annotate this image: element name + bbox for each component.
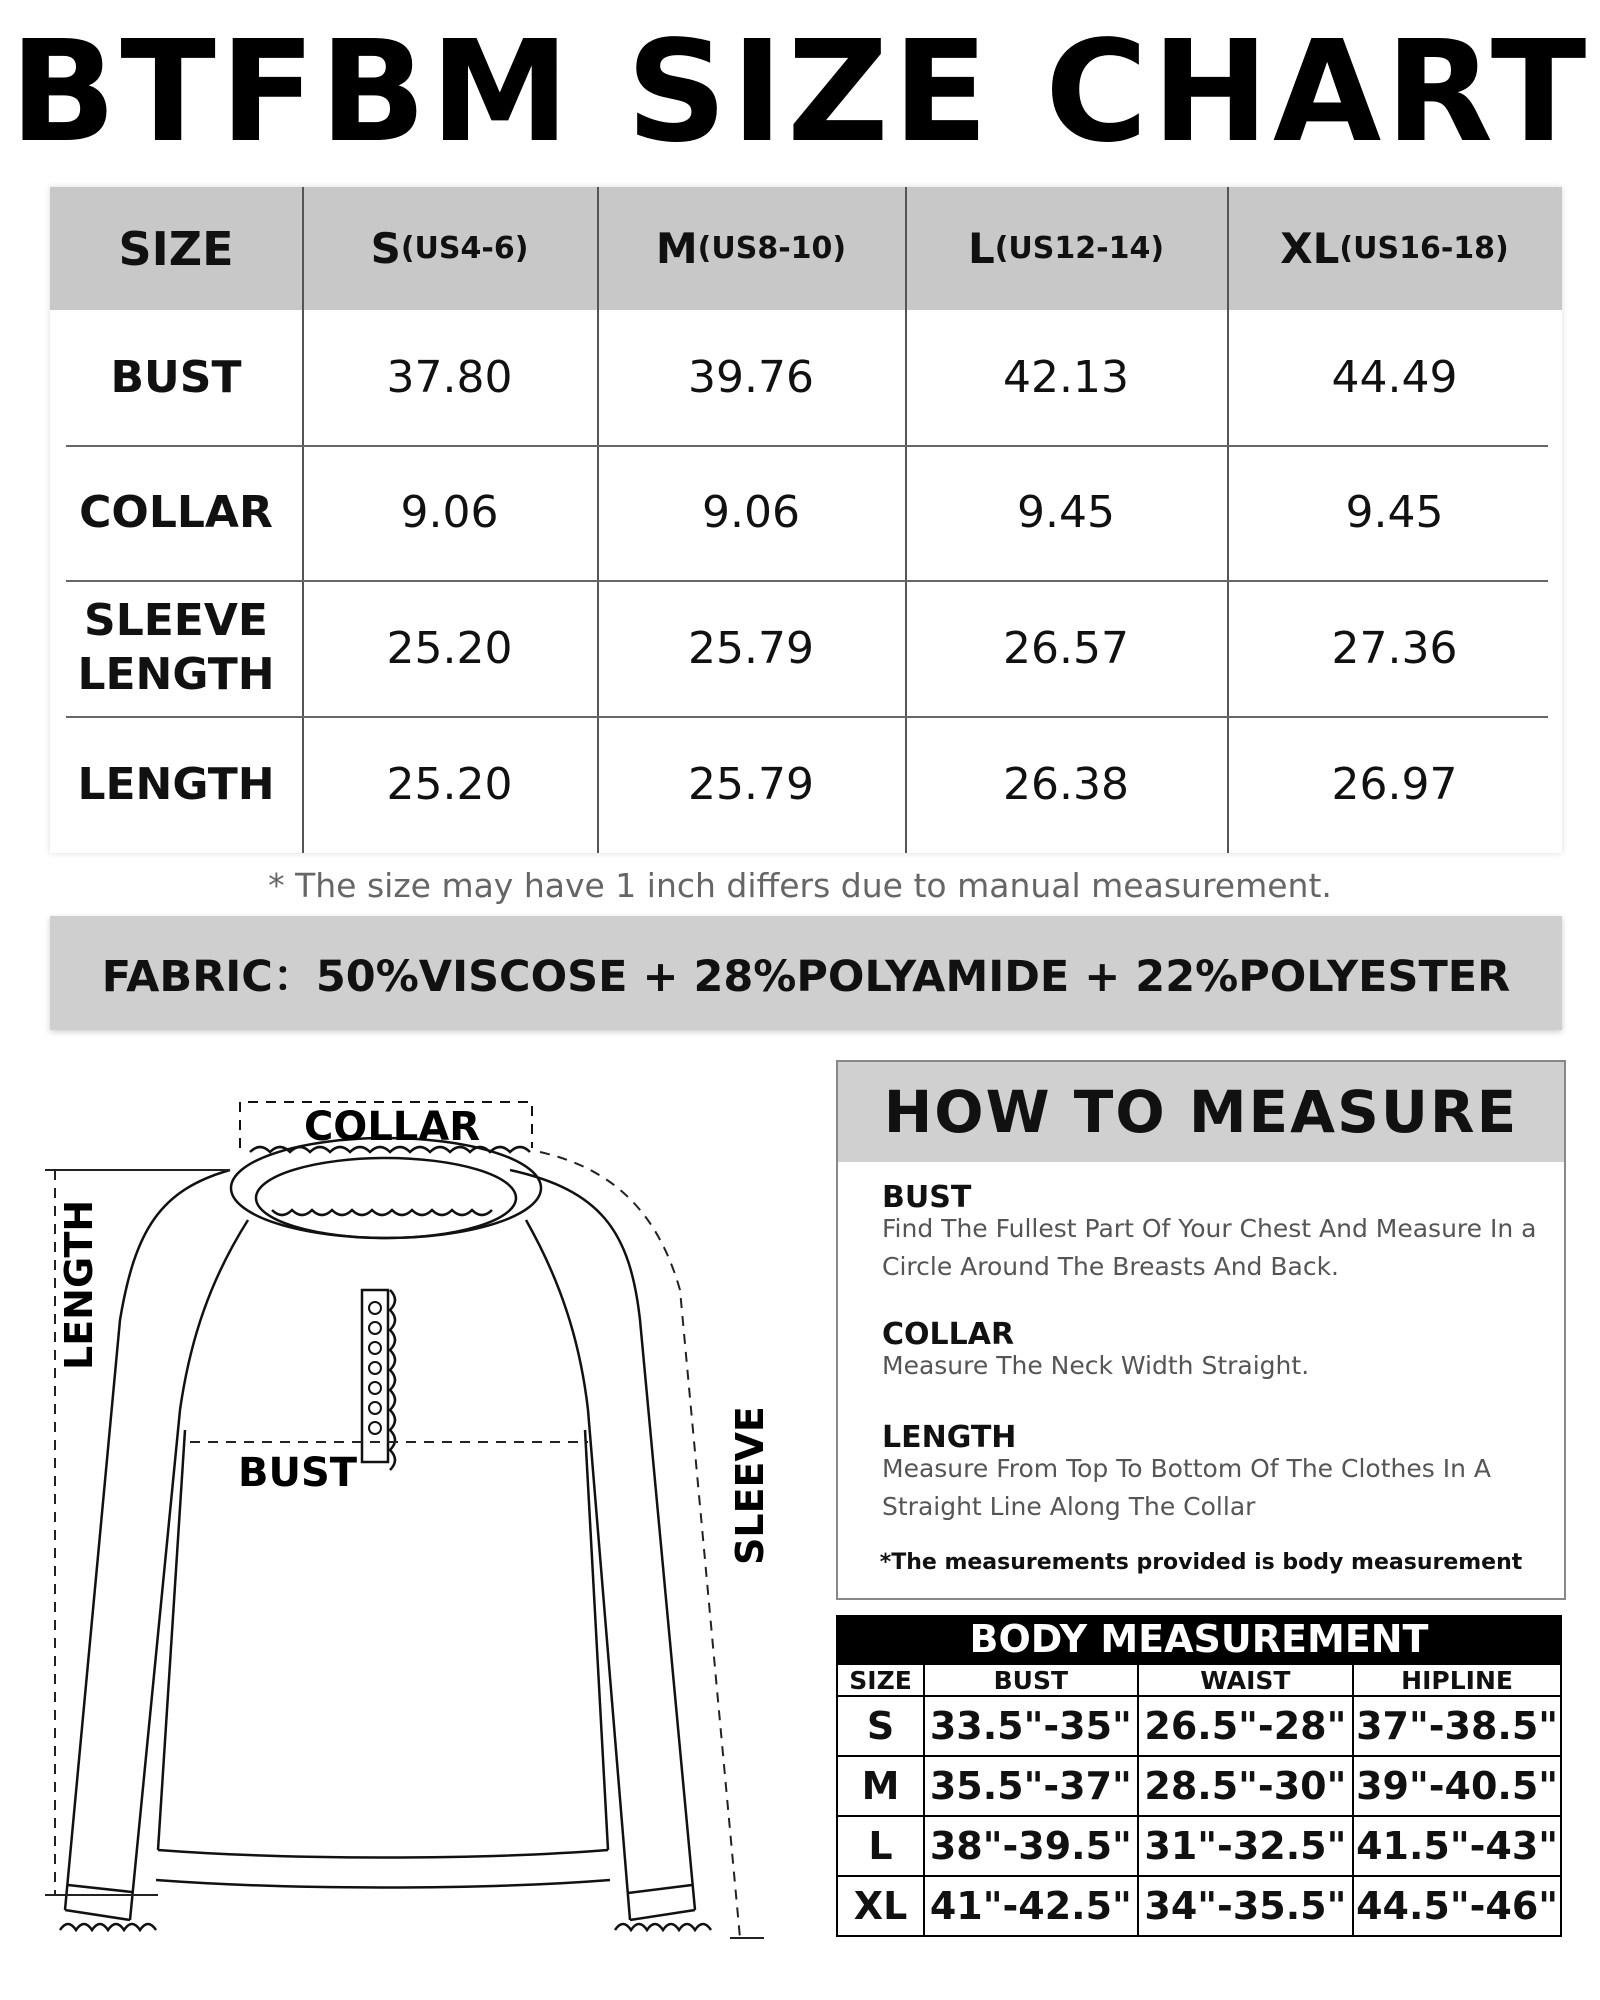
table-cell: S [837, 1696, 924, 1756]
row-label-length: LENGTH [77, 758, 275, 810]
size-header-s [302, 187, 597, 310]
table-row [837, 1876, 1561, 1936]
bust-xl-value: 44.49 [1331, 352, 1458, 403]
size-header-l [905, 187, 1227, 310]
table-cell: 39"-40.5" [1353, 1756, 1561, 1816]
length-m-value: 25.79 [688, 759, 814, 810]
table-cell: XL [837, 1876, 924, 1936]
collar-s-value: 9.06 [400, 487, 499, 538]
measure-collar-text: Measure The Neck Width Straight. [882, 1351, 1310, 1380]
header-waist: WAIST [1138, 1664, 1354, 1696]
size-us-range: (US16-18) [1339, 231, 1509, 266]
sleeve-l-value: 26.57 [1003, 622, 1129, 674]
measure-collar-title: COLLAR [882, 1317, 1015, 1352]
length-l-value: 26.38 [1003, 759, 1129, 810]
bust-s-value: 37.80 [386, 352, 513, 403]
table-cell: 31"-32.5" [1138, 1816, 1354, 1876]
table-cell: 38"-39.5" [924, 1816, 1138, 1876]
size-name: S [370, 224, 401, 273]
table-cell: 44.5"-46" [1353, 1876, 1561, 1936]
table-row [837, 1816, 1561, 1876]
size-chart-table [50, 187, 1562, 853]
size-us-range: (US8-10) [697, 231, 847, 266]
table-cell: 41"-42.5" [924, 1876, 1138, 1936]
diagram-label-length: LENGTH [57, 1199, 101, 1370]
table-row [837, 1756, 1561, 1816]
measurement-note: * The size may have 1 inch differs due to manual measurement. [268, 866, 1332, 905]
header-hipline: HIPLINE [1353, 1664, 1561, 1696]
sleeve-s-value: 25.20 [386, 622, 513, 674]
bust-m-value: 39.76 [688, 352, 814, 403]
table-cell: 35.5"-37" [924, 1756, 1138, 1816]
how-to-measure-panel [836, 1060, 1566, 1600]
size-us-range: (US4-6) [400, 231, 529, 266]
collar-m-value: 9.06 [702, 487, 800, 538]
length-xl-value: 26.97 [1331, 759, 1458, 810]
body-measurement-title: BODY MEASUREMENT [836, 1615, 1562, 1663]
shirt-outline-icon [60, 1102, 711, 1930]
table-cell: 33.5"-35" [924, 1696, 1138, 1756]
body-measurement-table [836, 1663, 1562, 1937]
measure-bust-title: BUST [882, 1180, 972, 1215]
fabric-composition-banner: FABRIC：50%VISCOSE + 28%POLYAMIDE + 22%POLYESTER [50, 916, 1562, 1030]
body-measurement-footnote: *The measurements provided is body measurement [879, 1550, 1523, 1575]
sleeve-xl-value: 27.36 [1331, 622, 1458, 674]
measurement-guides [55, 1152, 740, 1938]
measure-length-title: LENGTH [882, 1420, 1017, 1455]
bust-l-value: 42.13 [1003, 352, 1129, 403]
how-to-measure-title: HOW TO MEASURE [838, 1062, 1564, 1162]
length-s-value: 25.20 [386, 759, 513, 810]
sleeve-m-value: 25.79 [688, 622, 814, 674]
size-name: XL [1280, 224, 1340, 273]
measure-length-text: Measure From Top To Bottom Of The Clothes In A Straight Line Along The Collar [882, 1454, 1491, 1521]
table-cell: 37"-38.5" [1353, 1696, 1561, 1756]
body-measurement-panel [836, 1615, 1562, 1933]
table-cell: 41.5"-43" [1353, 1816, 1561, 1876]
table-header-row [837, 1664, 1561, 1696]
measure-bust-text: Find The Fullest Part Of Your Chest And Measure In a Circle Around The Breasts And Back. [882, 1214, 1537, 1281]
size-name: L [967, 224, 995, 273]
size-header-label: SIZE [118, 221, 234, 276]
diagram-label-sleeve: SLEEVE [728, 1406, 772, 1565]
size-name: M [655, 224, 698, 273]
page-title: BTFBM SIZE CHART [9, 11, 1591, 174]
table-row [837, 1696, 1561, 1756]
table-cell: 28.5"-30" [1138, 1756, 1354, 1816]
row-label-bust: BUST [110, 351, 242, 403]
header-bust: BUST [924, 1664, 1138, 1696]
collar-xl-value: 9.45 [1345, 487, 1444, 538]
size-header-xl [1227, 187, 1562, 310]
diagram-label-bust: BUST [238, 1450, 358, 1496]
header-size: SIZE [837, 1664, 924, 1696]
garment-diagram [40, 1090, 800, 1970]
row-label-collar: COLLAR [79, 486, 273, 538]
table-cell: L [837, 1816, 924, 1876]
collar-l-value: 9.45 [1017, 487, 1115, 538]
row-label-sleeve-length: SLEEVE LENGTH [77, 595, 275, 700]
diagram-label-collar: COLLAR [303, 1104, 481, 1150]
size-us-range: (US12-14) [994, 231, 1165, 266]
table-cell: 34"-35.5" [1138, 1876, 1354, 1936]
button-icons [369, 1302, 381, 1434]
size-header-m [597, 187, 905, 310]
table-cell: 26.5"-28" [1138, 1696, 1354, 1756]
table-cell: M [837, 1756, 924, 1816]
